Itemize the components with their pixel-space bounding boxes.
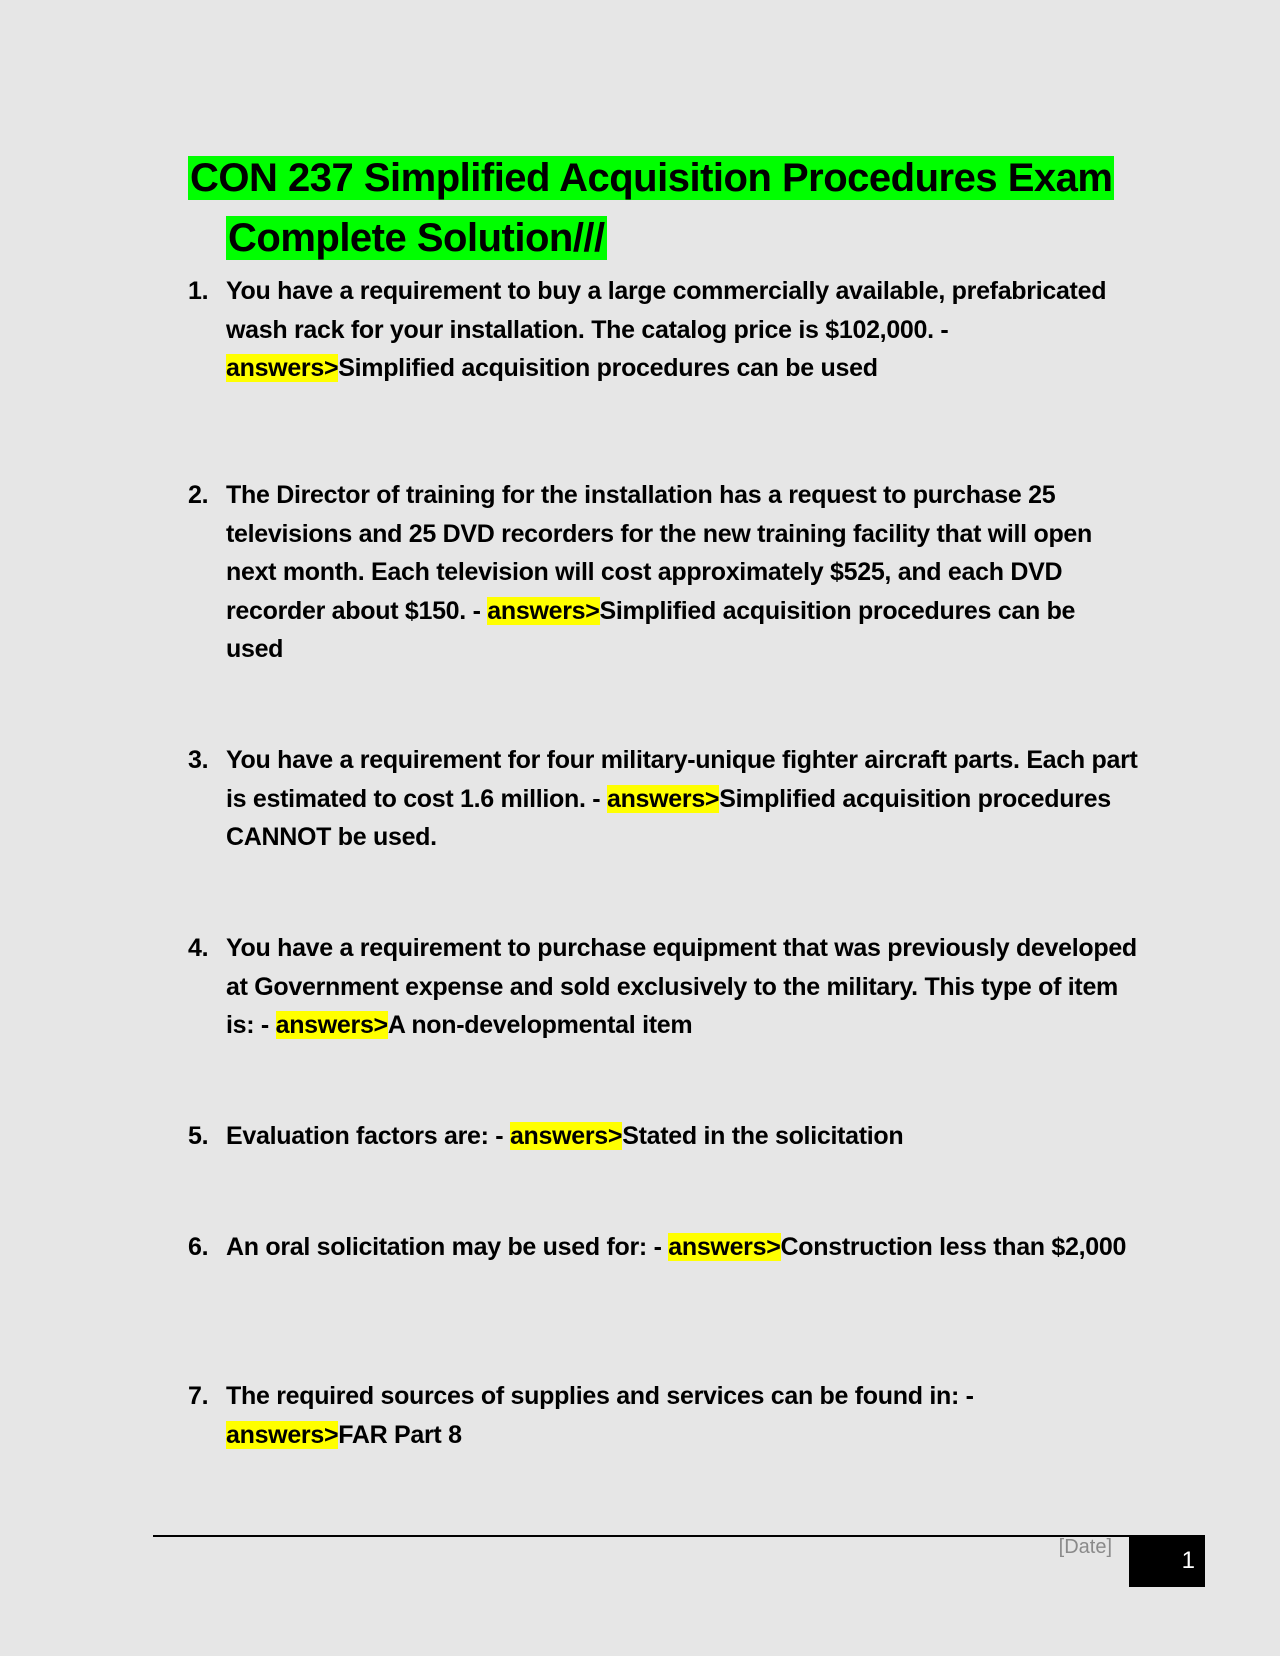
question-text: The Director of training for the installation has a request to purchase 25 televisions and 25 DVD recorders for the new training facility that will open next month. Each television will cost approximately $525, and each DVD recorder about $150. - [226, 481, 1092, 625]
footer-divider [153, 1535, 1129, 1537]
answer-marker: answers> [606, 784, 720, 813]
question-body [226, 1228, 1138, 1267]
answer-text: Simplified acquisition procedures can be used [338, 354, 878, 382]
question-body [226, 741, 1138, 857]
answer-marker: answers> [487, 596, 600, 625]
question-text: You have a requirement to buy a large commercially available, prefabricated wash rack for your installation. The catalog price is $102,000. - [226, 277, 1107, 344]
question-item [188, 1377, 1138, 1454]
answer-text: Simplified acquisition procedures can be used [226, 596, 1076, 663]
question-item [188, 272, 1138, 388]
question-item [188, 476, 1138, 669]
question-text: You have a requirement to purchase equipment that was previously developed at Government expense and sold exclusively to the military. This type of item is: - [226, 934, 1137, 1039]
question-text: The required sources of supplies and services can be found in: - [226, 1382, 974, 1410]
document-title [188, 148, 1148, 268]
answer-text: Simplified acquisition procedures CANNOT be used. [226, 784, 1111, 851]
question-number: 5. [188, 1122, 209, 1150]
question-body [226, 929, 1138, 1045]
question-number: 3. [188, 746, 209, 774]
question-item [188, 929, 1138, 1045]
answer-marker: answers> [226, 1420, 339, 1449]
page-number-box [1129, 1535, 1205, 1587]
answer-text: Construction less than $2,000 [780, 1233, 1127, 1261]
answer-marker: answers> [668, 1233, 781, 1261]
question-number: 7. [188, 1382, 209, 1410]
page-number: 1 [1181, 1547, 1195, 1574]
footer-date: [Date] [1058, 1536, 1112, 1558]
question-item [188, 741, 1138, 857]
title-line-1: CON 237 Simplified Acquisition Procedures Exam [190, 156, 1113, 200]
question-item [188, 1117, 1138, 1156]
question-number: 6. [188, 1233, 209, 1261]
question-body [226, 272, 1138, 388]
answer-text: Stated in the solicitation [622, 1122, 904, 1150]
question-number: 4. [188, 934, 209, 962]
answer-marker: answers> [509, 1122, 623, 1150]
question-body [226, 1117, 1138, 1156]
answer-text: A non-developmental item [387, 1011, 693, 1039]
title-line-2: Complete Solution/// [228, 216, 605, 260]
question-number: 2. [188, 481, 209, 509]
question-text: An oral solicitation may be used for: - [226, 1233, 669, 1261]
question-item [188, 1228, 1138, 1267]
answer-marker: answers> [226, 354, 339, 382]
question-number: 1. [188, 277, 209, 305]
question-body [226, 1377, 1138, 1454]
title-line-2-wrap [188, 208, 1148, 268]
question-text: Evaluation factors are: - [226, 1122, 510, 1150]
answer-text: FAR Part 8 [338, 1420, 462, 1449]
question-body [226, 476, 1138, 669]
answer-marker: answers> [275, 1011, 388, 1039]
question-text: You have a requirement for four military-unique fighter aircraft parts. Each part is estimated to cost 1.6 million. - [226, 746, 1138, 813]
